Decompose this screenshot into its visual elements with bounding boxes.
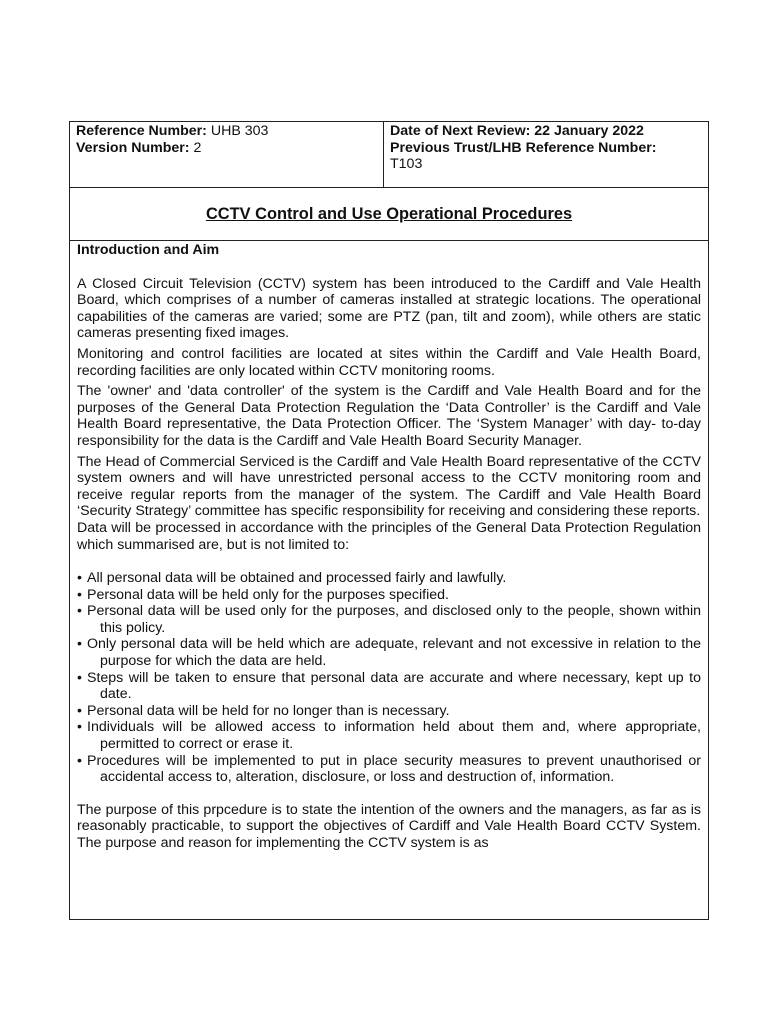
bullet-icon: • bbox=[77, 702, 82, 719]
reference-value: UHB 303 bbox=[210, 123, 269, 139]
list-item bbox=[77, 753, 701, 786]
bullet-icon: • bbox=[77, 603, 82, 620]
list-item-text: Personal data will be held only for the purposes specified. bbox=[87, 586, 449, 603]
version-label: Version Number: bbox=[76, 139, 190, 156]
previous-reference-value: T103 bbox=[390, 156, 423, 173]
reference-label: Reference Number: bbox=[76, 123, 207, 139]
bullet-icon: • bbox=[77, 669, 82, 686]
reference-line bbox=[76, 123, 377, 140]
review-date: Date of Next Review: 22 January 2022 bbox=[390, 123, 644, 139]
list-item-text: Procedures will be implemented to put in place security measures to prevent unauthorised or accidental access to, alteration, disclosure, or loss and destruction of, information. bbox=[87, 752, 701, 786]
body-cell bbox=[70, 241, 709, 920]
list-item-text: Personal data will be used only for the purposes, and disclosed only to the people, shown within this policy. bbox=[87, 603, 701, 636]
document-table bbox=[69, 121, 709, 920]
list-item-text: All personal data will be obtained and processed fairly and lawfully. bbox=[87, 570, 507, 587]
paragraph: The 'owner' and 'data controller' of the system is the Cardiff and Vale Health Board and for the purposes of the General Data Protection Regulation the ‘Data Controller’ is the Cardiff and Vale Health Board representative, the Data Protection Officer. The ‘System Manager’ with day- to-day responsibility for the data is the Cardiff and Vale Health Board Security Manager. bbox=[77, 383, 701, 449]
header-right-cell bbox=[384, 122, 709, 188]
section-heading: Introduction and Aim bbox=[77, 242, 220, 258]
bullet-icon: • bbox=[77, 570, 82, 587]
paragraph: Monitoring and control facilities are located at sites within the Cardiff and Vale Health Board, recording facilities are only located within CCTV monitoring rooms. bbox=[77, 345, 701, 379]
bullet-icon: • bbox=[77, 636, 82, 653]
list-item-text: Personal data will be held for no longer than is necessary. bbox=[87, 702, 450, 719]
list-item bbox=[77, 570, 701, 587]
list-item-text: Individuals will be allowed access to information held about them and, where appropriate, permitted to correct or erase it. bbox=[87, 719, 701, 753]
list-item bbox=[77, 636, 701, 669]
title-cell bbox=[70, 188, 709, 241]
header-left-cell bbox=[70, 122, 384, 188]
list-item bbox=[77, 703, 701, 720]
paragraph: Data will be processed in accordance with the principles of the General Data Protection Regulation which summarised are, but is not limited to: bbox=[77, 519, 701, 553]
previous-reference-label: Previous Trust/LHB Reference Number: bbox=[390, 139, 657, 156]
header-row bbox=[70, 122, 709, 188]
title-row bbox=[70, 188, 709, 241]
bullet-icon: • bbox=[77, 586, 82, 603]
list-item bbox=[77, 603, 701, 636]
list-item bbox=[77, 670, 701, 703]
bullet-icon: • bbox=[77, 719, 82, 736]
version-value: 2 bbox=[193, 139, 202, 156]
version-line bbox=[76, 140, 377, 157]
paragraph: The Head of Commercial Serviced is the Cardiff and Vale Health Board representative of the CCTV system owners and will have unrestricted personal access to the CCTV monitoring room and receive regular reports from the manager of the system. The Cardiff and Vale Health Board ‘Security Strategy’ committee has specific responsibility for receiving and considering these reports. bbox=[77, 453, 701, 520]
list-item-text: Steps will be taken to ensure that personal data are accurate and where necessary, kept up to date. bbox=[87, 669, 701, 703]
document-title: CCTV Control and Use Operational Procedures bbox=[205, 205, 573, 224]
list-item bbox=[77, 719, 701, 752]
bullet-icon: • bbox=[77, 752, 82, 769]
principles-list bbox=[77, 570, 701, 786]
paragraph: A Closed Circuit Television (CCTV) system has been introduced to the Cardiff and Vale Health Board, which comprises of a number of cameras installed at strategic locations. The operational capabilities of the cameras are varied; some are PTZ (pan, tilt and zoom), while others are static cameras presenting fixed images. bbox=[77, 275, 701, 342]
list-item-text: Only personal data will be held which are adequate, relevant and not excessive in relation to the purpose for which the data are held. bbox=[87, 636, 701, 670]
list-item bbox=[77, 587, 701, 604]
body-row bbox=[70, 241, 709, 920]
closing-paragraph: The purpose of this prpcedure is to state the intention of the owners and the managers, as far as is reasonably practicable, to support the objectives of Cardiff and Vale Health Board CCTV System. The purpose and reason for implementing the CCTV system is as bbox=[77, 801, 701, 851]
